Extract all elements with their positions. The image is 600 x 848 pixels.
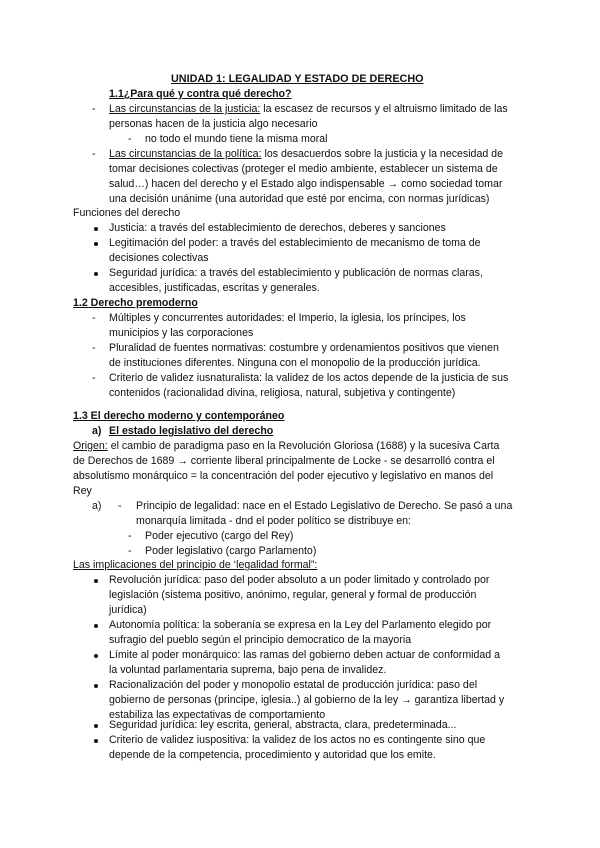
list-item-continuation: gobierno de personas (principe, iglesia..) al gobierno de la ley → garantiza libertad y <box>109 694 505 706</box>
bullet-dot <box>94 739 98 743</box>
list-item-continuation: jurídica) <box>109 604 147 616</box>
dash-bullet: - <box>128 133 132 145</box>
paragraph-line: Rey <box>73 485 92 497</box>
dash-bullet: - <box>92 103 96 115</box>
list-item: Límite al poder monárquico: las ramas del gobierno deben actuar de conformidad a <box>109 649 501 661</box>
term-label: Origen: <box>73 440 108 452</box>
list-item-continuation: la voluntad parlamentaria suprema, bajo pena de invalidez. <box>109 664 387 676</box>
list-item: Justicia: a través del establecimiento de derechos, deberes y sanciones <box>109 222 446 234</box>
list-item: Revolución jurídica: paso del poder absoluto a un poder limitado y controlado por <box>109 574 490 586</box>
list-item: Criterio de validez iuspositiva: la validez de los actos no es contingente sino que <box>109 734 486 746</box>
bullet-dot <box>94 654 98 658</box>
section-heading-1-1: 1.1¿Para qué y contra qué derecho? <box>109 88 292 100</box>
subsection-marker: a) <box>92 425 102 437</box>
list-item-continuation: personas hacen de la justicia algo necesario <box>109 118 318 130</box>
list-item-continuation: depende de la competencia, procedimiento y autoridad que los emite. <box>109 749 436 761</box>
bullet-dot <box>94 272 98 276</box>
implicaciones-heading: Las implicaciones del principio de ‘legalidad formal”: <box>73 559 318 571</box>
list-item-continuation: legislación (sistema positivo, anónimo, regular, general y formal de producción <box>109 589 477 601</box>
list-item-continuation: de instituciones diferentes. Ninguna con el monopolio de la producción jurídica. <box>109 357 481 369</box>
dash-bullet: - <box>128 545 132 557</box>
dash-bullet: - <box>128 530 132 542</box>
list-item-continuation: contenidos (racionalidad divina, religiosa, natural, subjetiva y contingente) <box>109 387 456 399</box>
paragraph-line: de Derechos de 1689 → corriente liberal principalmente de Locke - se desarrolló contra el <box>73 455 495 467</box>
bullet-dot <box>94 684 98 688</box>
list-item: Seguridad jurídica: a través del establecimiento y publicación de normas claras, <box>109 267 483 279</box>
list-item: Seguridad jurídica: ley escrita, general, abstracta, clara, predeterminada... <box>109 719 457 731</box>
bullet-dot <box>94 227 98 231</box>
section-heading-1-2: 1.2 Derecho premoderno <box>73 297 198 309</box>
section-heading-1-3: 1.3 El derecho moderno y contemporáneo <box>73 410 285 422</box>
list-item: Racionalización del poder y monopolio estatal de producción jurídica: paso del <box>109 679 478 691</box>
document-title: UNIDAD 1: LEGALIDAD Y ESTADO DE DERECHO <box>171 73 424 85</box>
bullet-dot <box>94 579 98 583</box>
dash-bullet: - <box>92 372 96 384</box>
list-item: Las circunstancias de la política: los desacuerdos sobre la justicia y la necesidad de <box>109 148 503 160</box>
list-item: Principio de legalidad: nace en el Estado Legislativo de Derecho. Se pasó a una <box>136 500 513 512</box>
bullet-dot <box>94 624 98 628</box>
list-item-continuation: tomar decisiones colectivas (proteger el medio ambiente, establecer un sistema de <box>109 163 498 175</box>
list-item: Autonomía política: la soberanía se expresa en la Ley del Parlamento elegido por <box>109 619 492 631</box>
list-item-continuation: monarquía limitada - dnd el poder político se distribuye en: <box>136 515 412 527</box>
list-item: Múltiples y concurrentes autoridades: el Imperio, la iglesia, los príncipes, los <box>109 312 466 324</box>
list-item-continuation: salud…) hacen del derecho y el Estado algo indispensable → como sociedad tomar <box>109 178 503 190</box>
list-item-continuation: municipios y las corporaciones <box>109 327 254 339</box>
funciones-heading: Funciones del derecho <box>73 207 181 219</box>
dash-bullet: - <box>92 148 96 160</box>
dash-bullet: - <box>118 500 122 512</box>
list-item-continuation: accesibles, justificadas, escritas y generales. <box>109 282 320 294</box>
list-item-continuation: decisiones colectivas <box>109 252 209 264</box>
term-label: Las circunstancias de la política: <box>109 148 262 160</box>
origen-paragraph: Origen: el cambio de paradigma paso en la Revolución Gloriosa (1688) y la sucesiva Carta <box>73 440 500 452</box>
sub-list-item: Poder ejecutivo (cargo del Rey) <box>145 530 294 542</box>
bullet-dot <box>94 242 98 246</box>
dash-bullet: - <box>92 312 96 324</box>
sub-list-item: no todo el mundo tiene la misma moral <box>145 133 328 145</box>
sub-list-item: Poder legislativo (cargo Parlamento) <box>145 545 317 557</box>
list-item-continuation: sufragio del pueblo según el principio democratico de la mayoria <box>109 634 412 646</box>
list-item: Las circunstancias de la justicia: la escasez de recursos y el altruismo limitado de las <box>109 103 508 115</box>
paragraph-line: absolutismo monárquico = la concentración del poder ejecutivo y legislativo en manos del <box>73 470 494 482</box>
subsection-heading: El estado legislativo del derecho <box>109 425 274 437</box>
list-item: Criterio de validez iusnaturalista: la validez de los actos depende de la justicia de sus <box>109 372 509 384</box>
dash-bullet: - <box>92 342 96 354</box>
list-item-continuation: estabiliza las expectativas de comportamiento <box>109 709 326 721</box>
list-marker: a) <box>92 500 102 512</box>
bullet-dot <box>94 724 98 728</box>
list-item: Pluralidad de fuentes normativas: costumbre y ordenamientos positivos que vienen <box>109 342 499 354</box>
list-item: Legitimación del poder: a través del establecimiento de mecanismo de toma de <box>109 237 481 249</box>
term-label: Las circunstancias de la justicia: <box>109 103 261 115</box>
list-item-continuation: una decisión unánime (una autoridad que esté por encima, con normas jurídicas) <box>109 193 490 205</box>
